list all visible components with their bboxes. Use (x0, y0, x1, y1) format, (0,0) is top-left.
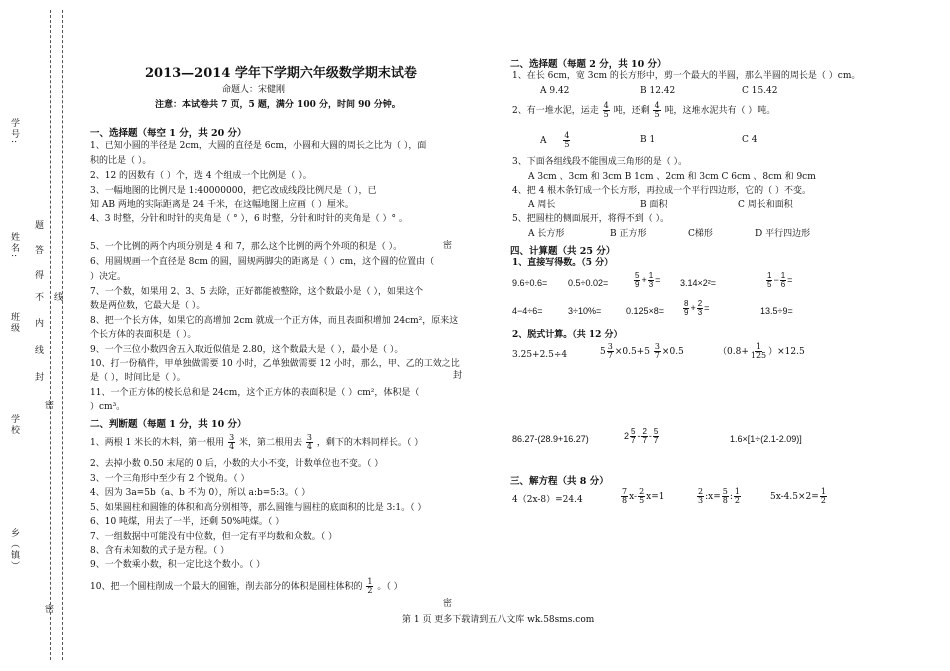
student-no-label: 学号: (9, 118, 19, 146)
calc-r1-3-eq: = (655, 274, 661, 285)
s3-q2-opt-a (540, 132, 571, 149)
s3-q1: 1、在长 6cm，宽 3cm 的长方形中，剪一个最大的半圆，那么半圆的周长是（ ）cm。 (512, 71, 861, 81)
s2-line-1 (90, 434, 423, 451)
s3-q5-opt-b: B 正方形 (610, 229, 647, 239)
equation-4-frac (820, 488, 827, 505)
calc-r1-3-plus: + (641, 274, 647, 285)
equation-2-f2n: 2 (639, 487, 645, 496)
step-calc-2-f2n: 3 (654, 342, 660, 351)
seal-mark-2: 密 (43, 604, 53, 615)
calc-r2-4-f2d: 3 (697, 308, 703, 317)
fold-word-9: 封 (453, 371, 463, 381)
s1-line-16: 是（ ），时间比是（ ）。 (90, 373, 186, 383)
s3-q2-b: 吨，还剩 (613, 106, 650, 116)
step-calc-2-frac2 (654, 343, 661, 360)
s4-sub1: 1、直接写得数。（5 分） (512, 258, 614, 268)
fold-word-7: 封 (35, 373, 45, 383)
step-calc-5-f1d: 7 (631, 436, 636, 445)
calc-r1-5-frac2 (780, 272, 786, 289)
step-calc-2-f1d: 7 (607, 351, 613, 360)
s2-l10-frac (366, 578, 373, 595)
calc-r1-3-f1d: 9 (635, 280, 640, 289)
calc-r2-5: 13.5÷9= (760, 306, 793, 316)
fold-word-5: 内 (35, 319, 45, 329)
s3-q1-opt-c: C 15.42 (742, 86, 778, 96)
step-calc-2 (600, 343, 684, 360)
step-calc-3-b: ）×12.5 (768, 347, 805, 357)
calc-r1-5-f2d: 6 (780, 280, 786, 289)
s1-line-18: ）cm³。 (90, 402, 126, 412)
section2-heading: 二、判断题（每题 1 分，共 10 分） (90, 419, 247, 430)
calc-r1-1: 9.6÷0.6= (512, 278, 548, 288)
step-calc-3-a: （0.8+ (718, 347, 749, 357)
s2-line-6: 6、10 吨煤，用去了一半，还剩 50%吨煤。（ ） (90, 517, 285, 527)
calc-r2-4-frac1 (683, 300, 689, 317)
s2-line-9: 9、一个数乘小数，积一定比这个数小。（ ） (90, 560, 266, 570)
equation-4-fd: 2 (820, 496, 826, 505)
equation-2-f1d: 8 (622, 496, 628, 505)
s3-q2-frac1 (603, 102, 610, 119)
step-calc-5-frac1 (630, 428, 636, 445)
step-calc-2-b: ×0.5+5 (614, 347, 650, 357)
equation-4-a: 5x-4.5×2= (770, 492, 819, 502)
s2-l1-a: 1、两根 1 米长的木料，第一根用 (90, 438, 225, 448)
calc-r1-5-minus: − (773, 274, 779, 285)
s1-line-6: 4、3 时整，分针和时针的夹角是（ ° ），6 时整，分针和时针的夹角是（ ）° 。 (90, 214, 408, 224)
s3-q2-frac1-den: 5 (603, 110, 609, 119)
s1-line-1: 1、已知小圆的半径是 2cm，大圆的直径是 6cm，小圆和大圆的周长之比为（ ），面 (90, 141, 427, 151)
s2-l1-frac2-num: 3 (306, 433, 313, 442)
step-calc-5-op1: - (637, 430, 641, 441)
s2-line-2: 2、去掉小数 0.50 末尾的 0 后，小数的大小不变，计数单位也不变。（ ） (90, 459, 384, 469)
s2-l1-b: 米，第二根用去 (239, 438, 303, 448)
calc-r1-5-f1n: 1 (767, 271, 772, 280)
s3-q2-a: 2、有一堆水泥，运走 (512, 106, 599, 116)
equation-3-frac1 (697, 488, 704, 505)
s2-l10-a: 10、把一个圆柱削成一个最大的圆锥，削去部分的体积是圆柱体积的 (90, 582, 363, 592)
equation-3-f1n: 2 (698, 487, 704, 496)
author-line: 命题人：宋健刚 (222, 85, 286, 95)
step-calc-5-f3n: 5 (653, 427, 659, 436)
class-label: 班级 (9, 312, 19, 334)
s2-l1-frac1-num: 3 (229, 433, 235, 442)
fold-word-6: 线 (54, 293, 64, 303)
s3-q2-opt-a-label: A (540, 136, 547, 146)
step-calc-3-fd: 125 (750, 351, 767, 360)
s2-l1-frac1-den: 4 (229, 442, 235, 451)
s2-l10-frac-num: 1 (367, 577, 373, 586)
calc-r2-4-f1d: 9 (684, 308, 689, 317)
equation-2-b: x=1 (646, 492, 665, 502)
calc-r1-5-frac1 (766, 272, 772, 289)
s2-l10-b: 。（ ） (377, 582, 403, 592)
section4-heading: 四、计算题（共 25 分） (510, 246, 616, 257)
name-label: 姓名: (9, 232, 19, 260)
calc-r2-1: 4−4÷6= (512, 306, 543, 316)
s2-line-10 (90, 578, 403, 595)
step-calc-3 (718, 343, 805, 360)
fold-word-2: 答 (35, 246, 45, 256)
calc-r1-3 (633, 272, 660, 289)
equation-3-f3n: 1 (734, 487, 740, 496)
calc-r2-4-plus: + (690, 302, 696, 313)
section1-heading: 一、选择题（每空 1 分，共 20 分） (90, 128, 247, 139)
s2-l1-frac1 (228, 434, 235, 451)
calc-r2-4-frac2 (697, 300, 703, 317)
section5-heading: 三、解方程（共 8 分） (510, 476, 609, 487)
s1-line-11: 数是两位数，它最大是（ ）。 (90, 301, 206, 311)
equation-3-frac2 (722, 488, 729, 505)
equation-2-a: x- (629, 492, 638, 502)
s3-q2-opt-c: C 4 (742, 135, 758, 145)
s3-q2-opt-a-frac (563, 132, 570, 149)
calc-r1-5-eq: = (787, 274, 793, 285)
equation-3-b: : (729, 492, 733, 502)
step-calc-5-a: 2 (624, 430, 630, 441)
fold-word-1: 题 (35, 221, 45, 231)
calc-r1-2: 0.5÷0.02= (568, 278, 609, 288)
step-calc-5-op2: - (648, 430, 652, 441)
step-calc-2-f1n: 3 (607, 342, 613, 351)
calc-r1-5-f2n: 1 (780, 271, 786, 280)
step-calc-2-c: ×0.5 (661, 347, 684, 357)
s3-q5-opt-a: A 长方形 (528, 229, 565, 239)
s2-l1-c: ，剩下的木料同样长。（ ） (316, 438, 424, 448)
fold-word-4: 不 (35, 293, 45, 303)
s3-q2-c: 吨，这堆水泥共有（ ）吨。 (664, 106, 776, 116)
calc-r1-3-frac1 (634, 272, 640, 289)
step-calc-5 (624, 428, 660, 445)
s2-line-8: 8、含有未知数的式子是方程。（ ） (90, 546, 230, 556)
equation-4-fn: 1 (820, 487, 826, 496)
s3-q4-opt-b: B 面积 (640, 200, 668, 210)
calc-r2-3: 0.125×8= (626, 306, 665, 316)
step-calc-5-f1n: 5 (631, 427, 636, 436)
calc-r1-5 (765, 272, 792, 289)
s3-q4-opt-c: C 周长和面积 (738, 200, 793, 210)
equation-3-f3d: 2 (734, 496, 740, 505)
equation-2-f1n: 7 (622, 487, 628, 496)
s3-q4-opt-a: A 周长 (528, 200, 556, 210)
s1-line-10: 7、一个数，如果用 2、3、5 去除，正好都能被整除，这个数最小是（ ），如果这个 (90, 287, 423, 297)
s1-line-7: 5、一个比例的两个内项分别是 4 和 7，那么这个比例的两个外项的积是（ ）。 (90, 242, 403, 252)
town-label: 乡（镇） (9, 528, 19, 572)
s1-line-17: 11、一个正方体的棱长总和是 24cm，这个正方体的表面积是（ ）cm²，体积是（ (90, 388, 420, 398)
calc-r1-3-f2d: 3 (648, 280, 654, 289)
fold-word-3: 得 (35, 271, 45, 281)
s1-line-14: 9、一个三位小数四舍五入取近似值是 2.80，这个数最大是（ ），最小是（ ）。 (90, 345, 404, 355)
calc-r2-4-f2n: 2 (697, 299, 703, 308)
step-calc-3-frac (750, 343, 767, 360)
page-title: 2013—2014 学年下学期六年级数学期末试卷 (145, 66, 417, 81)
step-calc-1: 3.25+2.5÷4 (512, 350, 568, 360)
seal-mark-1: 密 (43, 400, 53, 411)
step-calc-4: 86.27-(28.9+16.27) (512, 434, 589, 444)
s3-q2-frac2-den: 5 (654, 110, 660, 119)
binding-line-outer (50, 10, 51, 660)
s1-line-8: 6、用圆规画一个直径是 8cm 的圆，圆规两脚尖的距离是（ ）cm，这个圆的位置由（ (90, 257, 435, 267)
s3-q5-opt-d: D 平行四边形 (755, 229, 811, 239)
s2-line-4: 4、因为 3a=5b（a、b 不为 0），所以 a:b=5:3。（ ） (90, 488, 311, 498)
s2-l10-frac-den: 2 (367, 586, 373, 595)
note-line: 注意：本试卷共 7 页，5 题，满分 100 分，时间 90 分钟。 (155, 100, 401, 110)
equation-3-f2n: 5 (722, 487, 728, 496)
equation-3 (696, 488, 742, 505)
step-calc-2-frac1 (607, 343, 614, 360)
calc-r1-3-f1n: 5 (635, 271, 640, 280)
school-label: 学校 (9, 414, 19, 436)
equation-2-f2d: 5 (639, 496, 645, 505)
s2-line-5: 5、如果圆柱和圆锥的体积和高分别相等，那么圆锥与圆柱的底面积的比是 3:1。（ ） (90, 503, 427, 513)
page-footer: 第 1 页 更多下载请到五八文库 wk.58sms.com (402, 615, 595, 625)
s2-l1-frac2 (306, 434, 313, 451)
equation-4 (770, 488, 828, 505)
equation-2 (620, 488, 665, 505)
seal-mark-3: 密 (441, 240, 451, 251)
calc-r1-4: 3.14×2²= (680, 278, 717, 288)
s1-line-4: 3、一幅地图的比例尺是 1:40000000，把它改成线段比例尺是（ ），已 (90, 186, 377, 196)
s3-q2-opt-a-num: 4 (564, 131, 570, 140)
s3-q3: 3、下面各组线段不能围成三角形的是（ ）。 (512, 157, 688, 167)
step-calc-5-f2d: 7 (642, 436, 647, 445)
s1-line-13: 个长方体的表面积是（ ）。 (90, 330, 197, 340)
step-calc-3-fn: 1 (755, 342, 762, 351)
step-calc-2-f2d: 7 (654, 351, 660, 360)
calc-r2-4 (682, 300, 709, 317)
equation-3-a: :x= (705, 492, 721, 502)
binding-line-inner (62, 10, 63, 660)
seal-mark-4: 密 (441, 598, 451, 609)
equation-3-frac3 (734, 488, 741, 505)
calc-r1-3-frac2 (648, 272, 654, 289)
s2-l1-frac2-den: 4 (306, 442, 313, 451)
s2-line-3: 3、一个三角形中至少有 2 个锐角。（ ） (90, 474, 250, 484)
s3-q2-opt-a-den: 5 (564, 140, 570, 149)
s3-q2 (512, 102, 775, 119)
step-calc-6: 1.6×[1÷(2.1-2.09)] (730, 434, 802, 444)
equation-3-f1d: 3 (698, 496, 704, 505)
s1-line-9: ）决定。 (90, 272, 127, 282)
s4-sub2: 2、脱式计算。（共 12 分） (512, 330, 623, 340)
s3-q3-opts: A 3cm 、3cm 和 3cm B 1cm 、2cm 和 3cm C 6cm 、8cm 和 9cm (528, 172, 816, 182)
s1-line-5: 知 AB 两地的实际距离是 24 千米，在这幅地图上应画（ ）厘米。 (90, 200, 354, 210)
step-calc-5-frac2 (641, 428, 647, 445)
s2-line-7: 7、一组数据中可能没有中位数，但一定有平均数和众数。（ ） (90, 532, 338, 542)
s3-q1-opt-a: A 9.42 (540, 86, 570, 96)
calc-r1-5-f1d: 5 (767, 280, 772, 289)
calc-r2-4-eq: = (704, 302, 710, 313)
s1-line-12: 8、把一个长方体，如果它的高增加 2cm 就成一个正方体，而且表面积增加 24cm²，原来这 (90, 316, 459, 326)
s3-q5: 5、把圆柱的侧面展开，将得不到（ ）。 (512, 214, 670, 224)
s3-q5-opt-c: C梯形 (688, 229, 713, 239)
s3-q2-opt-b: B 1 (640, 135, 656, 145)
calc-r1-3-f2n: 1 (648, 271, 654, 280)
s3-q2-frac2 (653, 102, 660, 119)
step-calc-5-f3d: 7 (653, 436, 659, 445)
s1-line-2: 积的比是（ ）。 (90, 156, 152, 166)
s3-q1-opt-b: B 12.42 (640, 86, 676, 96)
s1-line-3: 2、12 的因数有（ ）个，选 4 个组成一个比例是（ ）。 (90, 171, 312, 181)
equation-1: 4（2x-8）=24.4 (512, 495, 583, 505)
s1-line-15: 10、打一份稿件，甲单独做需要 10 小时，乙单独做需要 12 小时，那么，甲、乙的工效之比 (90, 359, 460, 369)
step-calc-5-frac3 (653, 428, 659, 445)
section3-heading: 二、选择题（每题 2 分，共 10 分） (510, 59, 667, 70)
s3-q2-frac1-num: 4 (603, 101, 609, 110)
s3-q2-frac2-num: 4 (654, 101, 660, 110)
fold-word-8: 线 (35, 346, 45, 356)
equation-2-frac1 (621, 488, 628, 505)
s3-q4: 4、把 4 根木条钉成一个长方形，再拉成一个平行四边形，它的（ ）不变。 (512, 186, 812, 196)
calc-r2-2: 3÷10%= (568, 306, 602, 316)
equation-3-f2d: 8 (722, 496, 728, 505)
equation-2-frac2 (638, 488, 645, 505)
calc-r2-4-f1n: 8 (684, 299, 689, 308)
step-calc-2-a: 5 (600, 347, 606, 357)
step-calc-5-f2n: 2 (642, 427, 647, 436)
